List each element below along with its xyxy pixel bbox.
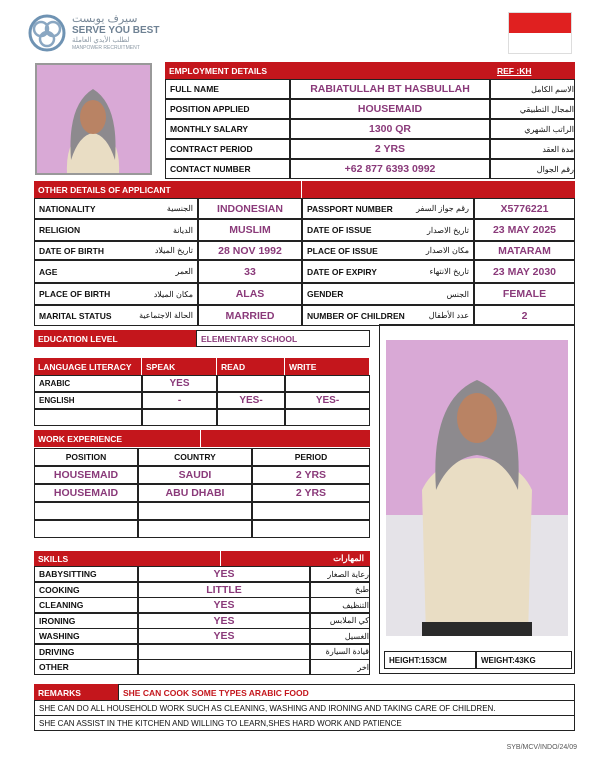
brand-arabic-sub: لطلب الأيدي العاملة	[72, 37, 130, 44]
detail-label	[302, 260, 474, 283]
language-header: READ	[217, 358, 285, 375]
employment-arabic-label: مدة العقد	[490, 139, 575, 159]
work-cell: 2 YRS	[252, 484, 370, 502]
detail-arabic-label: العمر	[175, 267, 193, 276]
language-cell	[217, 375, 285, 392]
skill-value: YES	[138, 628, 310, 644]
logo-mark-icon	[28, 14, 66, 52]
skill-arabic-label: التنظيف	[310, 597, 370, 613]
employment-value: HOUSEMAID	[290, 99, 490, 119]
skill-label: OTHER	[34, 659, 138, 675]
applicant-photo-small	[35, 63, 152, 175]
skill-value	[138, 659, 310, 675]
skill-value: YES	[138, 566, 310, 582]
skills-header-text: SKILLS	[38, 553, 69, 564]
skill-arabic-label: قيادة السيارة	[310, 644, 370, 660]
detail-value: INDONESIAN	[198, 198, 302, 219]
work-column-header: POSITION	[34, 448, 138, 466]
detail-label-text: MARITAL STATUS	[39, 310, 112, 321]
work-cell: 2 YRS	[252, 466, 370, 484]
detail-label	[34, 283, 198, 305]
ref-code: REF :KH	[497, 65, 532, 76]
detail-label-text: DATE OF EXPIRY	[307, 266, 377, 277]
employment-header-text: EMPLOYMENT DETAILS	[169, 65, 268, 76]
detail-label	[302, 241, 474, 260]
work-cell	[138, 502, 252, 520]
work-cell: HOUSEMAID	[34, 484, 138, 502]
skill-label: WASHING	[34, 628, 138, 644]
employment-label: CONTACT NUMBER	[165, 159, 290, 179]
detail-value: X5776221	[474, 198, 575, 219]
weight-field: WEIGHT:43KG	[476, 651, 572, 669]
applicant-photo-large	[386, 340, 568, 636]
language-header: WRITE	[285, 358, 370, 375]
detail-arabic-label: الديانة	[172, 225, 193, 235]
skill-arabic-label: اخر	[310, 659, 370, 675]
language-header: SPEAK	[142, 358, 217, 375]
language-header: LANGUAGE LITERACY	[34, 358, 142, 375]
detail-label	[34, 241, 198, 260]
detail-value: 2	[474, 305, 575, 326]
language-cell: ARABIC	[34, 375, 142, 392]
skill-value: YES	[138, 597, 310, 613]
language-cell	[142, 409, 217, 426]
detail-label-text: GENDER	[307, 289, 344, 299]
skill-label: CLEANING	[34, 597, 138, 613]
full-body-photo-frame	[379, 324, 575, 674]
skill-label: DRIVING	[34, 644, 138, 660]
skill-arabic-label: كي الملابس	[310, 613, 370, 629]
detail-arabic-label: الجنس	[446, 289, 469, 299]
detail-label	[34, 198, 198, 219]
detail-arabic-label: الحالة الاجتماعية	[139, 311, 193, 320]
detail-label	[302, 198, 474, 219]
work-header-text: WORK EXPERIENCE	[38, 433, 123, 444]
skill-arabic-label: الغسيل	[310, 628, 370, 644]
height-field: HEIGHT:153CM	[384, 651, 476, 669]
language-cell	[285, 409, 370, 426]
detail-value: 33	[198, 260, 302, 283]
language-cell	[34, 409, 142, 426]
detail-label-text: DATE OF BIRTH	[39, 245, 105, 256]
remarks-line-3: SHE CAN ASSIST IN THE KITCHEN AND WILLING TO LEARN,SHES HARD WORK AND PATIENCE	[34, 715, 575, 731]
education-label: EDUCATION LEVEL	[34, 330, 196, 347]
detail-label-text: DATE OF ISSUE	[307, 225, 372, 235]
skill-arabic-label: طبخ	[310, 582, 370, 598]
detail-value: ALAS	[198, 283, 302, 305]
brand-sub: MANPOWER RECRUITMENT	[72, 45, 140, 51]
detail-label	[34, 260, 198, 283]
remarks-line-2: SHE CAN DO ALL HOUSEHOLD WORK SUCH AS CLEANING, WASHING AND IRONING AND TAKING CARE OF CHILDREN.	[34, 700, 575, 716]
detail-arabic-label: مكان الاصدار	[425, 246, 469, 255]
other-details-header	[34, 181, 575, 198]
detail-value: MATARAM	[474, 241, 575, 260]
detail-label	[34, 305, 198, 326]
language-cell	[217, 409, 285, 426]
company-logo	[28, 12, 178, 54]
employment-arabic-label: المجال التطبيقي	[490, 99, 575, 119]
detail-label-text: PASSPORT NUMBER	[307, 203, 393, 214]
employment-label: FULL NAME	[165, 79, 290, 99]
skill-value	[138, 644, 310, 660]
work-column-header: PERIOD	[252, 448, 370, 466]
language-cell	[285, 375, 370, 392]
detail-label-text: NATIONALITY	[39, 203, 96, 214]
employment-arabic-label: رقم الجوال	[490, 159, 575, 179]
detail-value: 28 NOV 1992	[198, 241, 302, 260]
employment-label: CONTRACT PERIOD	[165, 139, 290, 159]
detail-arabic-label: عدد الأطفال	[428, 311, 469, 320]
work-cell	[252, 520, 370, 538]
language-cell: ENGLISH	[34, 392, 142, 409]
employment-arabic-label: الراتب الشهري	[490, 119, 575, 139]
brand-name: SERVE YOU BEST	[72, 25, 160, 36]
employment-value: 1300 QR	[290, 119, 490, 139]
language-cell: YES-	[285, 392, 370, 409]
skill-label: COOKING	[34, 582, 138, 598]
document-code: SYB/MCV/INDO/24/09	[506, 744, 577, 751]
detail-arabic-label: تاريخ الانتهاء	[429, 267, 469, 276]
work-cell: ABU DHABI	[138, 484, 252, 502]
detail-label-text: PLACE OF BIRTH	[39, 289, 111, 299]
detail-value: 23 MAY 2030	[474, 260, 575, 283]
detail-value: 23 MAY 2025	[474, 219, 575, 241]
work-cell	[34, 502, 138, 520]
detail-value: MARRIED	[198, 305, 302, 326]
detail-arabic-label: مكان الميلاد	[153, 289, 193, 299]
flag-icon	[508, 12, 572, 54]
remarks-first	[118, 684, 575, 701]
remarks-first-text: SHE CAN COOK SOME TYPES ARABIC FOOD	[123, 687, 309, 698]
brand-arabic: سيرف يوبست	[72, 13, 138, 25]
work-cell	[138, 520, 252, 538]
skill-value: LITTLE	[138, 582, 310, 598]
skill-arabic-label: رعاية الصغار	[310, 566, 370, 582]
detail-value: MUSLIM	[198, 219, 302, 241]
detail-arabic-label: تاريخ الاصدار	[426, 225, 469, 235]
employment-label: POSITION APPLIED	[165, 99, 290, 119]
language-cell: -	[142, 392, 217, 409]
employment-value: RABIATULLAH BT HASBULLAH	[290, 79, 490, 99]
skills-header-arabic: المهارات	[333, 553, 364, 563]
remarks-label: REMARKS	[34, 684, 118, 701]
other-details-header-text: OTHER DETAILS OF APPLICANT	[38, 184, 171, 195]
skill-value: YES	[138, 613, 310, 629]
detail-label	[302, 283, 474, 305]
detail-label-text: PLACE OF ISSUE	[307, 245, 378, 256]
language-cell: YES	[142, 375, 217, 392]
skills-header	[34, 551, 370, 566]
detail-label	[302, 305, 474, 326]
detail-arabic-label: رقم جواز السفر	[416, 204, 469, 213]
detail-arabic-label: الجنسية	[166, 204, 193, 213]
detail-arabic-label: تاريخ الميلاد	[154, 246, 193, 255]
detail-label-text: NUMBER OF CHILDREN	[307, 310, 405, 321]
work-cell	[252, 502, 370, 520]
detail-label-text: RELIGION	[39, 225, 81, 235]
work-cell	[34, 520, 138, 538]
detail-label-text: AGE	[39, 266, 58, 277]
skill-label: IRONING	[34, 613, 138, 629]
employment-value: +62 877 6393 0992	[290, 159, 490, 179]
employment-header	[165, 62, 575, 79]
work-header	[34, 430, 370, 447]
work-cell: HOUSEMAID	[34, 466, 138, 484]
detail-value: FEMALE	[474, 283, 575, 305]
work-cell: SAUDI	[138, 466, 252, 484]
work-column-header: COUNTRY	[138, 448, 252, 466]
employment-label: MONTHLY SALARY	[165, 119, 290, 139]
employment-arabic-label: الاسم الكامل	[490, 79, 575, 99]
employment-value: 2 YRS	[290, 139, 490, 159]
detail-label	[302, 219, 474, 241]
skill-label: BABYSITTING	[34, 566, 138, 582]
language-cell: YES-	[217, 392, 285, 409]
education-value: ELEMENTARY SCHOOL	[196, 330, 370, 347]
detail-label	[34, 219, 198, 241]
